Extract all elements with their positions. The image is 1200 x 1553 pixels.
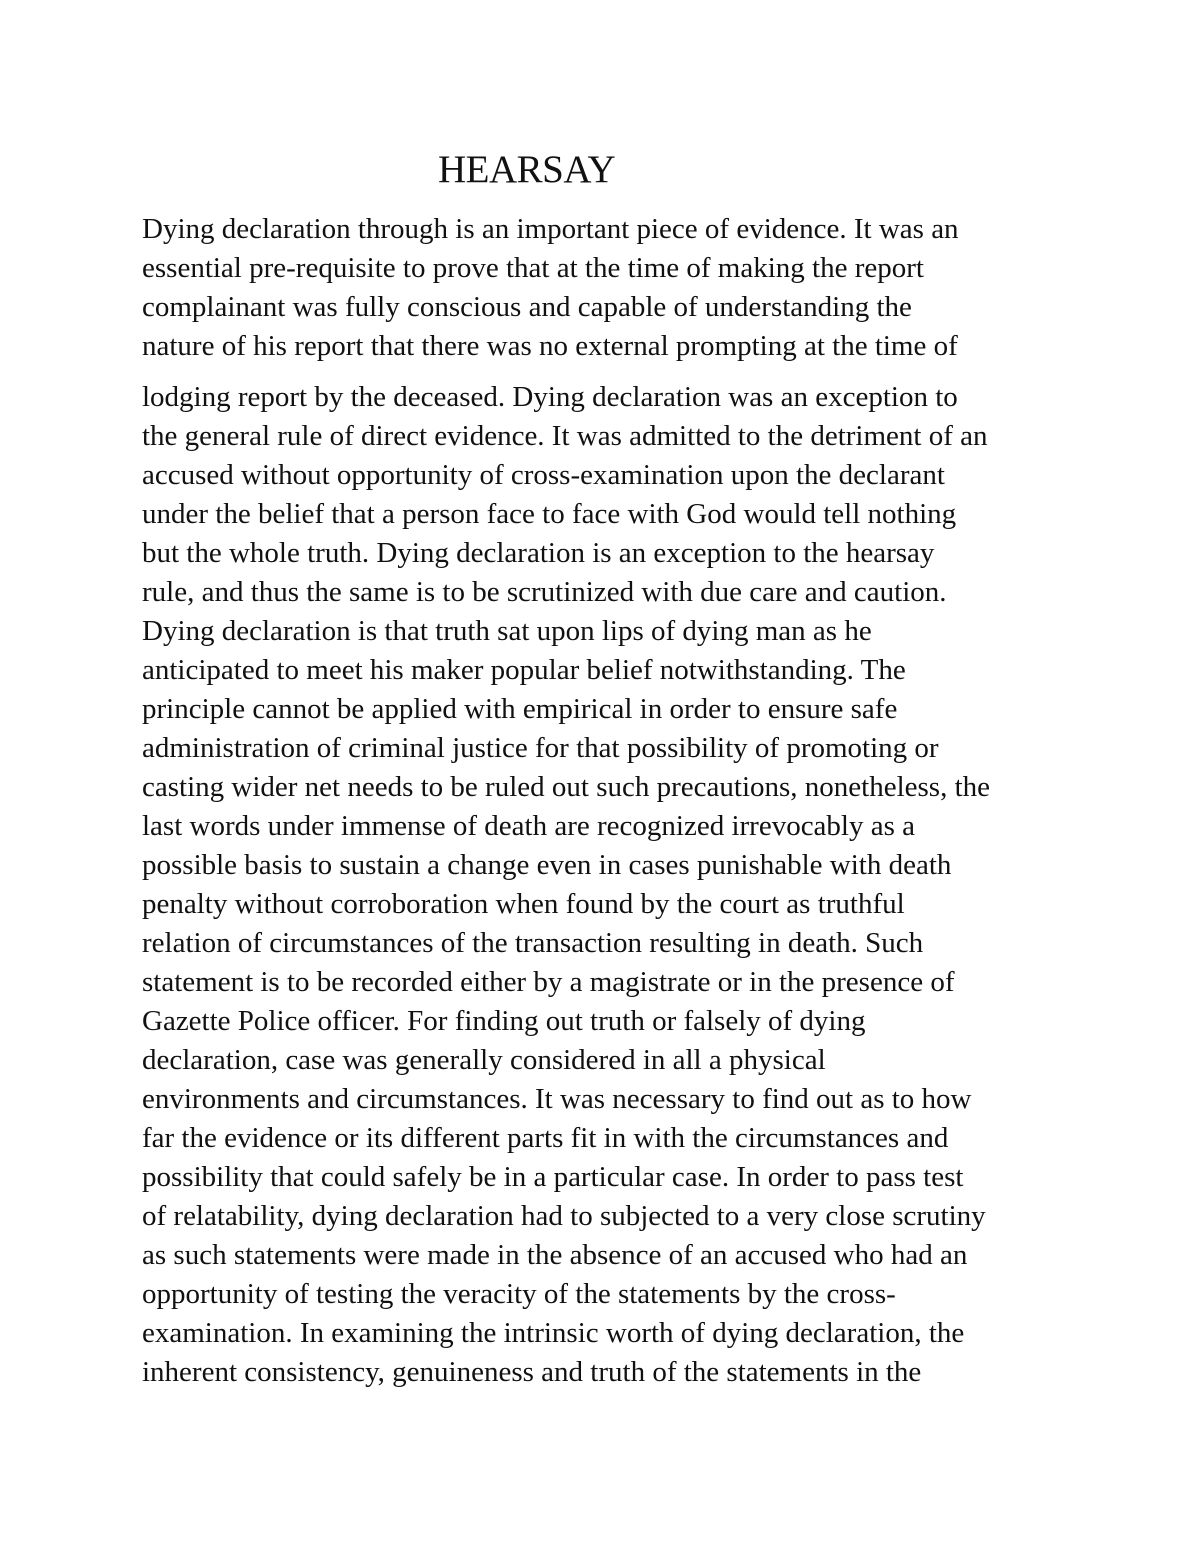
body-line: under the belief that a person face to face with God would tell nothing [142, 498, 957, 530]
body-line: anticipated to meet his maker popular belief notwithstanding. The [142, 654, 906, 686]
body-line: last words under immense of death are recognized irrevocably as a [142, 810, 916, 842]
document-body [142, 210, 1102, 1392]
body-line: opportunity of testing the veracity of the statements by the cross- [142, 1278, 896, 1310]
body-line: Gazette Police officer. For finding out truth or falsely of dying [142, 1005, 866, 1037]
body-line: administration of criminal justice for that possibility of promoting or [142, 732, 939, 764]
body-line: possible basis to sustain a change even in cases punishable with death [142, 849, 952, 881]
body-line: but the whole truth. Dying declaration is an exception to the hearsay [142, 537, 935, 569]
body-line: nature of his report that there was no external prompting at the time of [142, 330, 958, 362]
document-title: HEARSAY [438, 148, 616, 191]
body-line: the general rule of direct evidence. It was admitted to the detriment of an [142, 420, 988, 452]
body-line: penalty without corroboration when found by the court as truthful [142, 888, 905, 920]
body-line: essential pre-requisite to prove that at the time of making the report [142, 252, 924, 284]
body-line: possibility that could safely be in a particular case. In order to pass test [142, 1161, 964, 1193]
body-line: complainant was fully conscious and capable of understanding the [142, 291, 912, 323]
body-line: Dying declaration is that truth sat upon lips of dying man as he [142, 615, 872, 647]
body-line: accused without opportunity of cross-examination upon the declarant [142, 459, 945, 491]
body-line: lodging report by the deceased. Dying declaration was an exception to [142, 381, 958, 413]
body-line: rule, and thus the same is to be scrutinized with due care and caution. [142, 576, 947, 608]
body-line: relation of circumstances of the transaction resulting in death. Such [142, 927, 924, 959]
body-line: examination. In examining the intrinsic worth of dying declaration, the [142, 1317, 965, 1349]
body-line: statement is to be recorded either by a magistrate or in the presence of [142, 966, 955, 998]
body-line: as such statements were made in the absence of an accused who had an [142, 1239, 968, 1271]
body-line: declaration, case was generally considered in all a physical [142, 1044, 826, 1076]
body-line: inherent consistency, genuineness and truth of the statements in the [142, 1356, 922, 1388]
body-line: Dying declaration through is an important piece of evidence. It was an [142, 213, 959, 245]
body-line: casting wider net needs to be ruled out such precautions, nonetheless, the [142, 771, 991, 803]
body-line: of relatability, dying declaration had to subjected to a very close scrutiny [142, 1200, 986, 1232]
body-line: far the evidence or its different parts fit in with the circumstances and [142, 1122, 949, 1154]
body-line: principle cannot be applied with empirical in order to ensure safe [142, 693, 898, 725]
body-line: environments and circumstances. It was necessary to find out as to how [142, 1083, 972, 1115]
